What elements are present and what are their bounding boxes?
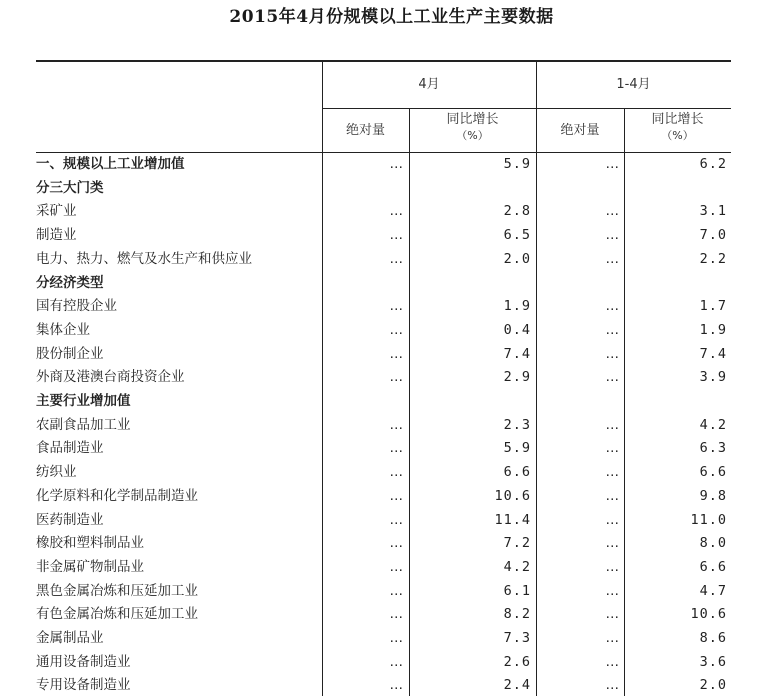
row-label: 采矿业 [36,203,77,220]
cell-cumulative-absolute: … [605,582,619,599]
cell-cumulative-growth: 10.6 [690,606,727,623]
cell-month-absolute: … [389,582,403,599]
cell-cumulative-growth: 3.9 [699,369,727,386]
cell-cumulative-growth: 3.1 [699,203,727,220]
table-row [36,153,731,177]
cell-cumulative-absolute: … [605,227,619,244]
cell-month-absolute: … [389,345,403,362]
cell-month-growth: 10.6 [494,487,531,504]
cell-cumulative-absolute: … [605,345,619,362]
cell-month-absolute: … [389,156,403,172]
cell-month-growth: 5.9 [503,156,531,172]
row-label: 分经济类型 [36,274,104,291]
header-growth-label: 同比增长 [651,112,704,127]
row-label: 通用设备制造业 [36,653,131,670]
row-label: 医药制造业 [36,511,104,528]
cell-month-growth: 7.3 [503,630,531,647]
row-label: 分三大门类 [36,179,104,196]
cell-month-absolute: … [389,677,403,694]
cell-month-growth: 2.3 [503,416,531,433]
table-row [36,556,731,580]
cell-month-absolute: … [389,511,403,528]
row-label: 纺织业 [36,464,77,481]
table-row [36,272,731,296]
row-label: 专用设备制造业 [36,677,131,694]
cell-cumulative-absolute: … [605,156,619,172]
cell-cumulative-growth: 4.7 [699,582,727,599]
table-row [36,437,731,461]
cell-month-growth [409,390,537,414]
row-label: 股份制企业 [36,345,104,362]
row-label: 农副食品加工业 [36,416,131,433]
cell-month-growth: 1.9 [503,298,531,315]
cell-cumulative-growth [625,177,731,201]
cell-cumulative-absolute: … [605,653,619,670]
row-label: 国有控股企业 [36,298,117,315]
cell-month-growth: 2.9 [503,369,531,386]
cell-month-growth: 8.2 [503,606,531,623]
cell-cumulative-absolute: … [605,369,619,386]
header-growth-label: 同比增长 [446,112,499,127]
table-row [36,532,731,556]
row-label: 主要行业增加值 [36,393,131,410]
table-row [36,485,731,509]
cell-cumulative-absolute: … [605,464,619,481]
row-label: 一、规模以上工业增加值 [36,156,185,172]
table-row [36,295,731,319]
cell-month-growth: 5.9 [503,440,531,457]
cell-month-growth: 7.2 [503,535,531,552]
cell-cumulative-absolute: … [605,298,619,315]
cell-cumulative-growth: 7.4 [699,345,727,362]
cell-month-growth: 2.8 [503,203,531,220]
cell-month-absolute: … [389,487,403,504]
cell-cumulative-growth [625,272,731,296]
cell-cumulative-absolute: … [605,630,619,647]
table-row [36,177,731,201]
table-row [36,461,731,485]
cell-month-growth [409,177,537,201]
row-label: 有色金属冶炼和压延加工业 [36,606,198,623]
table-row [36,509,731,533]
header-month-growth [409,112,536,144]
cell-month-absolute [322,390,409,414]
header-period-month: 4月 [418,77,440,92]
header-month-absolute: 绝对量 [345,123,385,138]
cell-cumulative-absolute [537,272,625,296]
header-period-cumulative: 1-4月 [616,77,651,92]
cell-cumulative-growth: 1.9 [699,321,727,338]
cell-cumulative-growth: 6.3 [699,440,727,457]
table-row [36,651,731,675]
row-label: 外商及港澳台商投资企业 [36,369,185,386]
cell-month-growth: 2.6 [503,653,531,670]
cell-month-growth: 4.2 [503,558,531,575]
header-growth-unit: （%） [661,129,694,142]
cell-cumulative-absolute [537,390,625,414]
table-row [36,580,731,604]
cell-cumulative-absolute [537,177,625,201]
table-row [36,414,731,438]
cell-cumulative-growth: 6.2 [699,156,727,172]
cell-cumulative-growth: 3.6 [699,653,727,670]
row-label: 黑色金属冶炼和压延加工业 [36,582,198,599]
cell-cumulative-absolute: … [605,250,619,267]
table-row [36,674,731,698]
row-label: 制造业 [36,227,77,244]
cell-month-absolute: … [389,298,403,315]
row-label: 集体企业 [36,321,90,338]
cell-cumulative-growth: 8.0 [699,535,727,552]
cell-cumulative-growth: 2.0 [699,677,727,694]
cell-cumulative-absolute: … [605,203,619,220]
cell-cumulative-absolute: … [605,606,619,623]
cell-cumulative-absolute: … [605,487,619,504]
cell-month-absolute: … [389,227,403,244]
data-table-body [36,153,731,698]
cell-month-growth: 11.4 [494,511,531,528]
table-row [36,627,731,651]
cell-month-growth: 6.1 [503,582,531,599]
cell-month-growth: 6.6 [503,464,531,481]
row-label: 橡胶和塑料制品业 [36,535,144,552]
cell-cumulative-growth: 9.8 [699,487,727,504]
cell-month-absolute: … [389,416,403,433]
cell-month-absolute: … [389,203,403,220]
cell-month-growth: 2.0 [503,250,531,267]
cell-month-absolute: … [389,653,403,670]
cell-cumulative-growth: 6.6 [699,464,727,481]
cell-cumulative-absolute: … [605,511,619,528]
cell-cumulative-growth: 11.0 [690,511,727,528]
cell-cumulative-absolute: … [605,321,619,338]
page-title: 2015年4月份规模以上工业生产主要数据 [229,7,554,27]
table-top-border [36,60,731,62]
header-cumulative-absolute: 绝对量 [560,123,600,138]
cell-cumulative-growth: 7.0 [699,227,727,244]
cell-cumulative-growth [625,390,731,414]
cell-month-absolute: … [389,369,403,386]
table-row [36,343,731,367]
table-row [36,200,731,224]
cell-month-absolute: … [389,606,403,623]
cell-cumulative-absolute: … [605,416,619,433]
header-period-divider [322,108,731,109]
cell-month-growth: 2.4 [503,677,531,694]
row-label: 金属制品业 [36,630,104,647]
table-row [36,603,731,627]
cell-month-growth: 7.4 [503,345,531,362]
cell-month-absolute: … [389,321,403,338]
cell-cumulative-growth: 1.7 [699,298,727,315]
row-label: 食品制造业 [36,440,104,457]
data-table [36,153,731,698]
table-row [36,319,731,343]
row-label: 电力、热力、燃气及水生产和供应业 [36,250,252,267]
row-label: 化学原料和化学制品制造业 [36,487,198,504]
cell-month-absolute: … [389,535,403,552]
table-row [36,390,731,414]
cell-month-absolute: … [389,558,403,575]
cell-month-absolute: … [389,464,403,481]
cell-month-growth: 0.4 [503,321,531,338]
row-label: 非金属矿物制品业 [36,558,144,575]
table-row [36,248,731,272]
cell-cumulative-growth: 8.6 [699,630,727,647]
cell-cumulative-absolute: … [605,535,619,552]
table-row [36,224,731,248]
cell-month-absolute: … [389,440,403,457]
header-cumulative-growth [624,112,731,144]
cell-cumulative-growth: 6.6 [699,558,727,575]
cell-month-absolute: … [389,250,403,267]
cell-cumulative-absolute: … [605,558,619,575]
cell-month-absolute: … [389,630,403,647]
cell-month-growth [409,272,537,296]
header-growth-unit: （%） [456,129,489,142]
cell-cumulative-absolute: … [605,677,619,694]
table-row [36,366,731,390]
cell-cumulative-growth: 4.2 [699,416,727,433]
cell-cumulative-growth: 2.2 [699,250,727,267]
cell-month-absolute [322,272,409,296]
cell-cumulative-absolute: … [605,440,619,457]
cell-month-growth: 6.5 [503,227,531,244]
cell-month-absolute [322,177,409,201]
